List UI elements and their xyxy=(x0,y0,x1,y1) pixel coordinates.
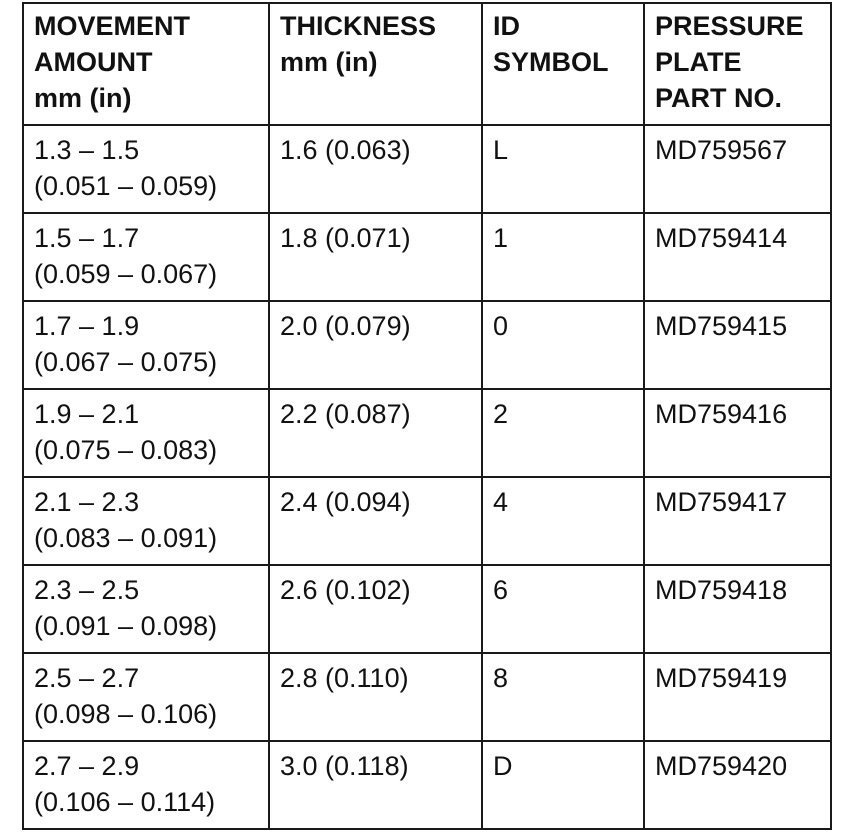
header-line: AMOUNT xyxy=(34,47,153,77)
table-header-row xyxy=(23,3,831,125)
cell-movement-amount xyxy=(23,301,269,389)
cell-part-number: MD759420 xyxy=(644,741,831,829)
table-row xyxy=(23,477,831,565)
table-row xyxy=(23,653,831,741)
table-row xyxy=(23,389,831,477)
movement-mm: 2.1 – 2.3 xyxy=(34,487,140,517)
cell-part-number: MD759416 xyxy=(644,389,831,477)
header-line: SYMBOL xyxy=(493,47,609,77)
movement-in: (0.106 – 0.114) xyxy=(34,787,216,817)
cell-movement-amount xyxy=(23,741,269,829)
movement-mm: 2.7 – 2.9 xyxy=(34,751,140,781)
cell-id-symbol: D xyxy=(482,741,644,829)
cell-id-symbol: 0 xyxy=(482,301,644,389)
cell-part-number: MD759419 xyxy=(644,653,831,741)
cell-part-number: MD759567 xyxy=(644,125,831,213)
cell-id-symbol: 4 xyxy=(482,477,644,565)
header-line: mm (in) xyxy=(280,47,378,77)
header-line: MOVEMENT xyxy=(34,11,191,41)
movement-in: (0.051 – 0.059) xyxy=(34,171,218,201)
cell-id-symbol: 1 xyxy=(482,213,644,301)
cell-id-symbol: 2 xyxy=(482,389,644,477)
pressure-plate-selection-table xyxy=(22,2,832,830)
cell-part-number: MD759414 xyxy=(644,213,831,301)
header-part-number xyxy=(644,3,831,125)
table-row xyxy=(23,213,831,301)
table-row xyxy=(23,125,831,213)
header-line: PART NO. xyxy=(655,83,782,113)
movement-in: (0.091 – 0.098) xyxy=(34,611,218,641)
movement-mm: 1.7 – 1.9 xyxy=(34,311,140,341)
cell-thickness: 1.6 (0.063) xyxy=(269,125,482,213)
movement-mm: 1.9 – 2.1 xyxy=(34,399,140,429)
cell-id-symbol: 8 xyxy=(482,653,644,741)
header-line: THICKNESS xyxy=(280,11,437,41)
cell-thickness: 3.0 (0.118) xyxy=(269,741,482,829)
cell-thickness: 2.2 (0.087) xyxy=(269,389,482,477)
cell-thickness: 2.8 (0.110) xyxy=(269,653,482,741)
header-line: PRESSURE xyxy=(655,11,804,41)
table-row xyxy=(23,301,831,389)
header-line: mm (in) xyxy=(34,83,132,113)
movement-mm: 2.3 – 2.5 xyxy=(34,575,140,605)
movement-in: (0.067 – 0.075) xyxy=(34,347,218,377)
movement-mm: 1.5 – 1.7 xyxy=(34,223,140,253)
cell-thickness: 2.0 (0.079) xyxy=(269,301,482,389)
header-id-symbol xyxy=(482,3,644,125)
cell-movement-amount xyxy=(23,213,269,301)
movement-in: (0.098 – 0.106) xyxy=(34,699,218,729)
cell-thickness: 2.4 (0.094) xyxy=(269,477,482,565)
movement-in: (0.059 – 0.067) xyxy=(34,259,218,289)
cell-thickness: 2.6 (0.102) xyxy=(269,565,482,653)
cell-thickness: 1.8 (0.071) xyxy=(269,213,482,301)
cell-movement-amount xyxy=(23,125,269,213)
cell-part-number: MD759417 xyxy=(644,477,831,565)
cell-movement-amount xyxy=(23,565,269,653)
table-row xyxy=(23,741,831,829)
movement-mm: 2.5 – 2.7 xyxy=(34,663,140,693)
table-row xyxy=(23,565,831,653)
cell-id-symbol: 6 xyxy=(482,565,644,653)
cell-part-number: MD759415 xyxy=(644,301,831,389)
header-line: PLATE xyxy=(655,47,742,77)
header-line: ID xyxy=(493,11,520,41)
cell-movement-amount xyxy=(23,653,269,741)
header-movement-amount xyxy=(23,3,269,125)
cell-part-number: MD759418 xyxy=(644,565,831,653)
movement-in: (0.083 – 0.091) xyxy=(34,523,218,553)
header-thickness xyxy=(269,3,482,125)
cell-movement-amount xyxy=(23,477,269,565)
cell-id-symbol: L xyxy=(482,125,644,213)
movement-mm: 1.3 – 1.5 xyxy=(34,135,140,165)
cell-movement-amount xyxy=(23,389,269,477)
movement-in: (0.075 – 0.083) xyxy=(34,435,218,465)
